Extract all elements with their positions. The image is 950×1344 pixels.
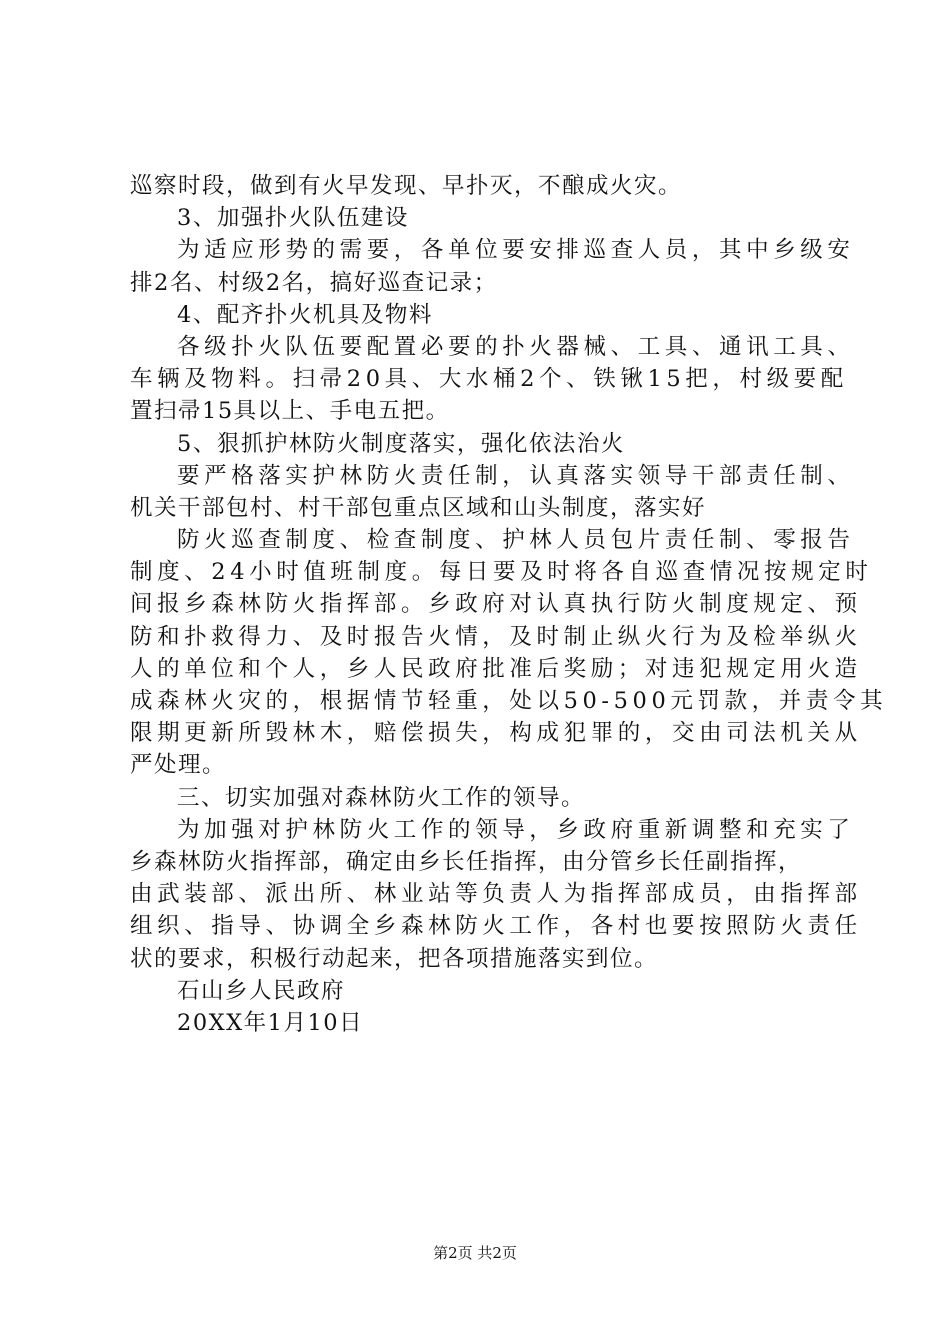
section-heading: 4、配齐扑火机具及物料	[177, 301, 433, 328]
body-line: 状的要求，积极行动起来，把各项措施落实到位。	[130, 945, 659, 972]
body-line: 车辆及物料。扫帚20具、大水桶2个、铁锹15把，村级要配	[130, 366, 848, 393]
body-line: 为加强对护林防火工作的领导，乡政府重新调整和充实了	[177, 816, 855, 843]
section-heading: 3、加强扑火队伍建设	[177, 205, 409, 232]
body-line: 排2名、村级2名，搞好巡查记录；	[130, 269, 498, 296]
signature-organization: 石山乡人民政府	[177, 977, 346, 1004]
body-line: 人的单位和个人，乡人民政府批准后奖励；对违犯规定用火造	[130, 655, 862, 682]
body-line: 机关干部包村、村干部包重点区域和山头制度，落实好	[130, 494, 707, 521]
body-line: 为适应形势的需要，各单位要安排巡查人员，其中乡级安	[177, 237, 855, 264]
body-line: 乡森林防火指挥部，确定由乡长任指挥，由分管乡长任副指挥，	[130, 848, 803, 875]
document-body	[130, 170, 888, 1039]
signature-date: 20XX年1月10日	[177, 1009, 364, 1036]
body-line: 巡察时段，做到有火早发现、早扑灭，不酿成火灾。	[130, 173, 683, 199]
body-line: 防和扑救得力、及时报告火情，及时制止纵火行为及检举纵火	[130, 623, 862, 650]
body-line: 成森林火灾的，根据情节轻重，处以50-500元罚款，并责令其	[130, 688, 888, 714]
section-heading: 三、切实加强对森林防火工作的领导。	[177, 784, 586, 811]
body-line: 置扫帚15具以上、手电五把。	[130, 398, 450, 425]
body-line: 组织、指导、协调全乡森林防火工作，各村也要按照防火责任	[130, 913, 862, 940]
body-line: 防火巡查制度、检查制度、护林人员包片责任制、零报告	[177, 527, 855, 554]
body-line: 严处理。	[130, 752, 227, 779]
body-line: 要严格落实护林防火责任制，认真落实领导干部责任制、	[177, 462, 855, 489]
body-line: 间报乡森林防火指挥部。乡政府对认真执行防火制度规定、预	[130, 591, 862, 618]
page-number: 第2页 共2页	[433, 1244, 517, 1262]
body-line: 制度、24小时值班制度。每日要及时将各自巡查情况按规定时	[130, 559, 873, 586]
body-line: 由武装部、派出所、林业站等负责人为指挥部成员，由指挥部	[130, 881, 862, 908]
body-line: 限期更新所毁林木，赔偿损失，构成犯罪的，交由司法机关从	[130, 720, 862, 747]
body-line: 各级扑火队伍要配置必要的扑火器械、工具、通讯工具、	[177, 333, 855, 360]
section-heading: 5、狠抓护林防火制度落实，强化依法治火	[177, 430, 625, 457]
